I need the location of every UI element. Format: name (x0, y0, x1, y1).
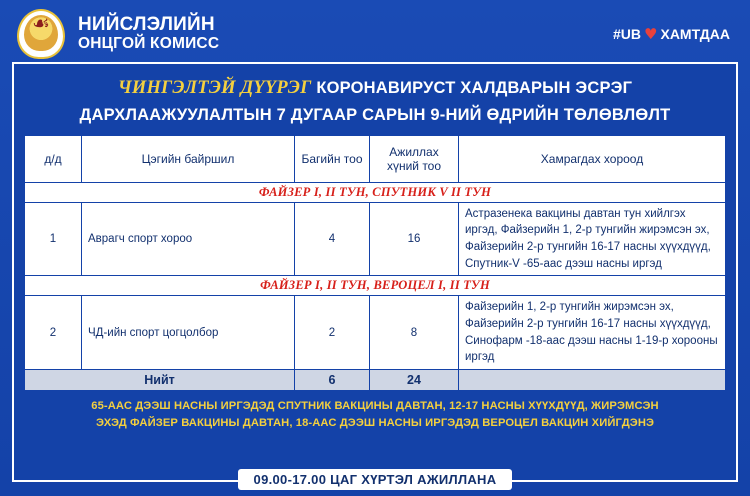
working-hours-container (0, 469, 750, 490)
column-header-groups: Багийн тоо (295, 135, 370, 182)
row-people: 16 (370, 202, 459, 276)
row-location: ЧД-ийн спорт цогцолбор (82, 296, 295, 370)
total-label: Нийт (25, 369, 295, 390)
row-location: Аврагч спорт хороо (82, 202, 295, 276)
table-header (25, 135, 726, 182)
org-line-2: ОНЦГОЙ КОМИСС (78, 34, 220, 52)
heart-icon: ♥ (644, 25, 658, 43)
total-people: 24 (370, 369, 459, 390)
header (0, 0, 750, 68)
section-label: ФАЙЗЕР I, II ТУН, СПУТНИК V II ТУН (25, 182, 726, 202)
table-body (25, 182, 726, 390)
vaccination-schedule-table (24, 135, 726, 391)
district-name: ЧИНГЭЛТЭЙ ДҮҮРЭГ (117, 78, 312, 98)
total-row (25, 369, 726, 390)
total-empty (459, 369, 726, 390)
hashtag-left-text: #UB (613, 26, 642, 42)
title-line-1 (28, 75, 722, 103)
row-districts: Астразенека вакцины давтан тун хийлгэх иргэд, Файзерийн 1, 2-р тунгийн жирэмсэн эх, Файзерийн 2-р тунгийн 16-17 насны хүүхдүүд, Спутник-V -65-аас дээш насны иргэд (459, 202, 726, 276)
column-header-index: д/д (25, 135, 82, 182)
column-header-districts: Хамрагдах хороод (459, 135, 726, 182)
org-line-1: НИЙСЛЭЛИЙН (78, 14, 215, 36)
working-hours-badge: 09.00-17.00 ЦАГ ХҮРТЭЛ АЖИЛЛАНА (238, 469, 513, 490)
table-row (25, 202, 726, 276)
table-header-row (25, 135, 726, 182)
column-header-location: Цэгийн байршил (82, 135, 295, 182)
row-people: 8 (370, 296, 459, 370)
content-card (12, 62, 738, 482)
section-header-row (25, 182, 726, 202)
emblem-icon (14, 7, 68, 61)
campaign-hashtag (613, 25, 736, 43)
section-label: ФАЙЗЕР I, II ТУН, ВЕРОЦЕЛ I, II ТУН (25, 276, 726, 296)
total-groups: 6 (295, 369, 370, 390)
title-line-2: ДАРХЛААЖУУЛАЛТЫН 7 ДУГААР САРЫН 9-НИЙ ӨДРИЙН ТӨЛӨВЛӨЛТ (79, 105, 671, 124)
row-index: 2 (25, 296, 82, 370)
organization-name (78, 15, 219, 52)
footer-note (24, 398, 726, 432)
row-groups: 2 (295, 296, 370, 370)
row-groups: 4 (295, 202, 370, 276)
row-index: 1 (25, 202, 82, 276)
crest-symbol-icon: ☙ (32, 11, 50, 35)
footer-note-line-2: ЭХЭД ФАЙЗЕР ВАКЦИНЫ ДАВТАН, 18-ААС ДЭЭШ НАСНЫ ИРГЭДЭД ВЕРОЦЕЛ ВАКЦИН ХИЙГДЭНЭ (95, 416, 655, 429)
section-header-row (25, 276, 726, 296)
page-title (24, 72, 726, 135)
title-line-1-rest: КОРОНАВИРУСТ ХАЛДВАРЫН ЭСРЭГ (316, 79, 633, 97)
footer-note-line-1: 65-ААС ДЭЭШ НАСНЫ ИРГЭДЭД СПУТНИК ВАКЦИНЫ ДАВТАН, 12-17 НАСНЫ ХҮҮХДҮҮД, ЖИРЭМСЭН (91, 399, 659, 412)
table-row (25, 296, 726, 370)
row-districts: Файзерийн 1, 2-р тунгийн жирэмсэн эх, Файзерийн 2-р тунгийн 16-17 насны хүүхдүүд, Синофарм -18-аас дээш насны 1-19-р хорооны иргэд (459, 296, 726, 370)
hashtag-right-text: ХАМТДАА (660, 26, 730, 42)
column-header-people: Ажиллах хүний тоо (370, 135, 459, 182)
